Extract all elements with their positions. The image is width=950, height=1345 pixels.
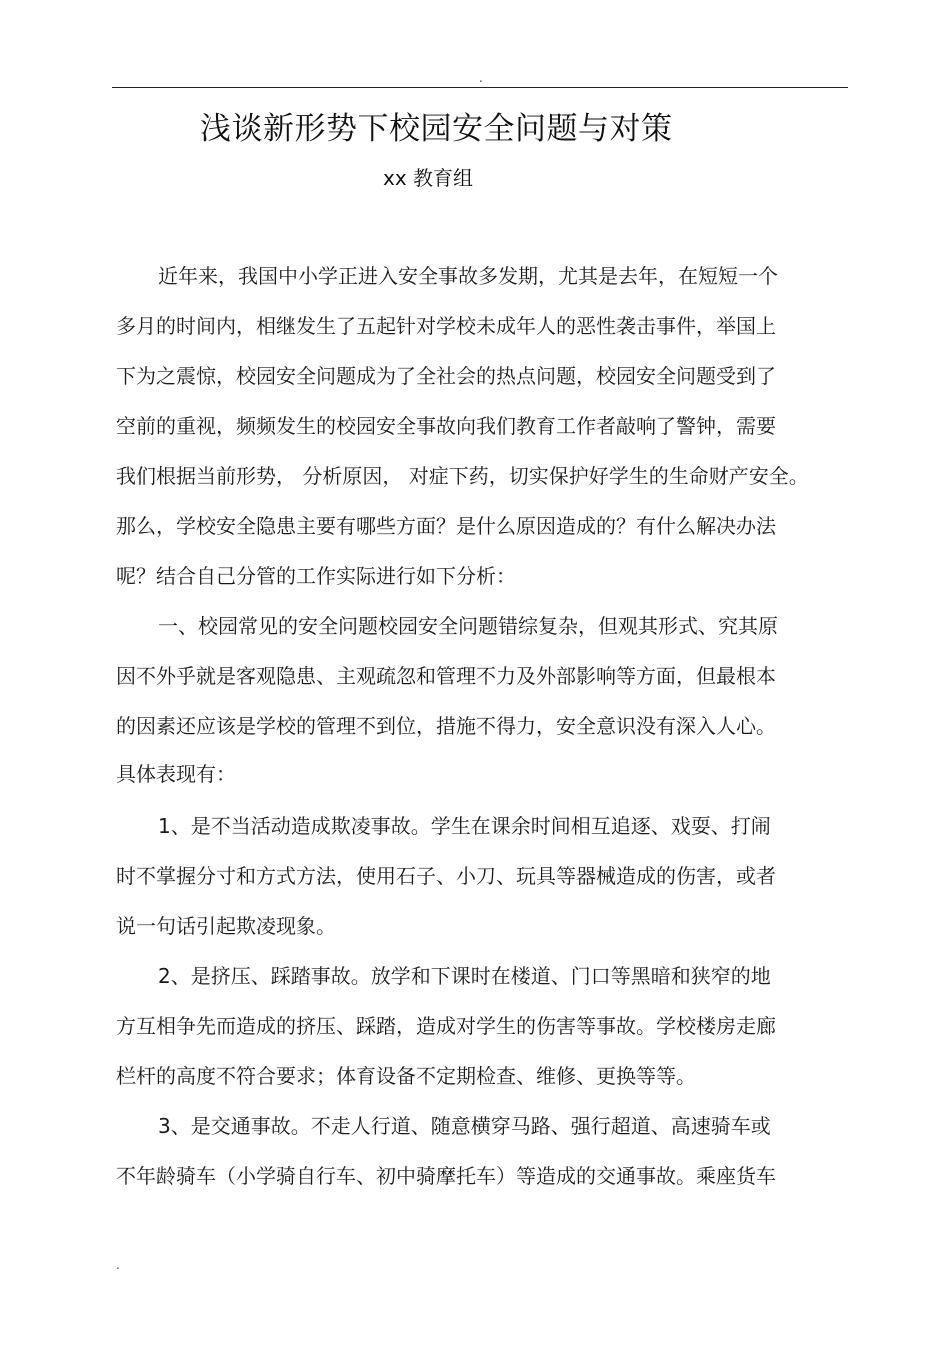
body-line: 一、校园常见的安全问题校园安全问题错综复杂，但观其形式、究其原	[158, 614, 778, 638]
body-line: 3、是交通事故。不走人行道、随意横穿马路、强行超道、高速骑车或	[158, 1114, 771, 1138]
body-line: 方互相争先而造成的挤压、踩踏，造成对学生的伤害等事故。学校楼房走廊	[116, 1014, 776, 1038]
body-line: 说一句话引起欺凌现象。	[116, 914, 336, 938]
body-line: 的因素还应该是学校的管理不到位，措施不得力，安全意识没有深入人心。	[116, 714, 776, 738]
body-line: 下为之震惊，校园安全问题成为了全社会的热点问题，校园安全问题受到了	[116, 364, 776, 388]
header-rule	[112, 87, 848, 88]
document-title: 浅谈新形势下校园安全问题与对策	[200, 111, 673, 147]
body-line: 具体表现有：	[116, 762, 236, 786]
body-line: 那么，学校安全隐患主要有哪些方面？是什么原因造成的？有什么解决办法	[116, 514, 776, 538]
footer-mark: .	[116, 1258, 120, 1272]
body-line: 时不掌握分寸和方式方法，使用石子、小刀、玩具等器械造成的伤害，或者	[116, 864, 776, 888]
body-line: 空前的重视，频频发生的校园安全事故向我们教育工作者敲响了警钟，需要	[116, 414, 776, 438]
document-author: xx 教育组	[383, 166, 474, 190]
body-line: 1、是不当活动造成欺凌事故。学生在课余时间相互追逐、戏耍、打闹	[158, 814, 771, 838]
body-line: 不年龄骑车（小学骑自行车、初中骑摩托车）等造成的交通事故。乘座货车	[116, 1164, 776, 1188]
body-line: 因不外乎就是客观隐患、主观疏忽和管理不力及外部影响等方面，但最根本	[116, 664, 776, 688]
body-line: 2、是挤压、踩踏事故。放学和下课时在楼道、门口等黑暗和狭窄的地	[158, 964, 771, 988]
body-line: 栏杆的高度不符合要求；体育设备不定期检查、维修、更换等等。	[116, 1064, 696, 1088]
body-line: 近年来，我国中小学正进入安全事故多发期，尤其是去年，在短短一个	[158, 264, 778, 288]
body-line: 我们根据当前形势， 分析原因， 对症下药，切实保护好学生的生命财产安全。	[116, 464, 809, 488]
body-line: 呢？结合自己分管的工作实际进行如下分析：	[116, 564, 516, 588]
header-mark: .	[479, 71, 483, 85]
body-line: 多月的时间内，相继发生了五起针对学校未成年人的恶性袭击事件，举国上	[116, 314, 776, 338]
